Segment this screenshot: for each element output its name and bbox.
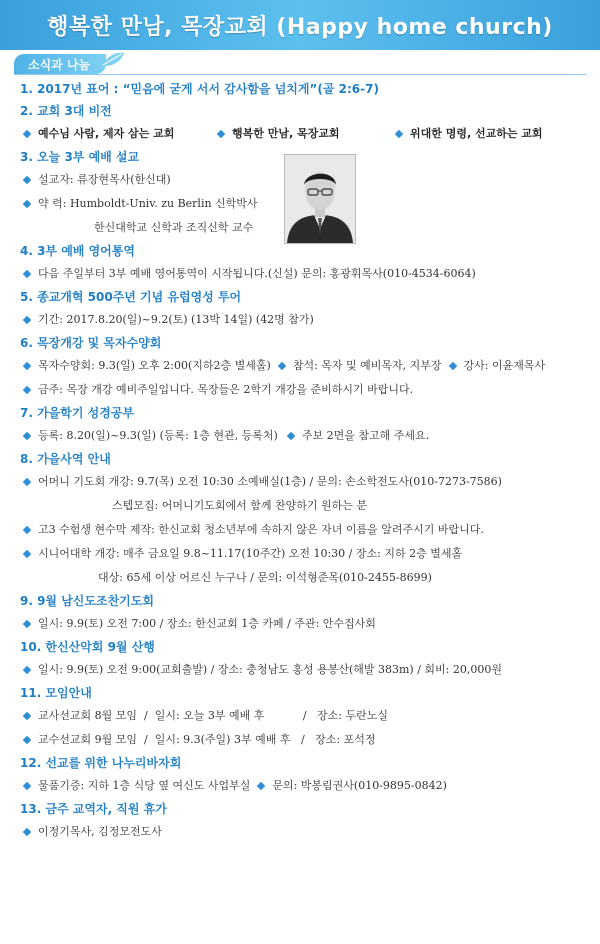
bullet-icon xyxy=(23,270,31,278)
section-heading: 9. 9월 남신도조찬기도회 xyxy=(20,594,154,608)
list-item-continued: 대상: 65세 이상 어르신 누구나 / 문의: 이석형준목(010-2455-8699) xyxy=(98,571,432,584)
list-item: 일시: 9.9(토) 오전 9:00(교회출발) / 장소: 충청남도 홍성 용봉산(해발 383m) / 회비: 20,000원 xyxy=(20,658,580,682)
bullet-icon xyxy=(23,386,31,394)
list-item: 이정기목사, 김정모전도사 xyxy=(20,820,580,844)
bullet-icon xyxy=(217,130,225,138)
vision-item: 행복한 만남, 목장교회 xyxy=(232,127,340,140)
section-6 xyxy=(20,332,580,402)
section-heading: 6. 목장개강 및 목자수양회 xyxy=(20,336,162,350)
bullet-icon xyxy=(23,828,31,836)
bullet-icon xyxy=(23,316,31,324)
announcements xyxy=(20,78,580,844)
vision-row xyxy=(20,122,580,146)
bullet-icon xyxy=(23,712,31,720)
bullet-icon xyxy=(278,362,286,370)
bullet-icon xyxy=(23,130,31,138)
section-2 xyxy=(20,100,580,146)
list-item: 설교자: 류장현목사(한신대) xyxy=(20,168,580,192)
divider xyxy=(14,74,586,75)
bullet-icon xyxy=(23,200,31,208)
section-3 xyxy=(20,146,580,240)
section-heading: 1. 2017년 표어 : “믿음에 굳게 서서 감사함을 넘치게”(골 2:6-7) xyxy=(20,82,379,96)
bullet-icon xyxy=(23,478,31,486)
bullet-icon xyxy=(287,432,295,440)
list-item: 약 력: Humboldt-Univ. zu Berlin 신학박사 xyxy=(20,192,580,216)
list-item-continued: 스텝모집: 어머니기도회에서 함께 찬양하기 원하는 분 xyxy=(112,499,367,512)
section-heading: 2. 교회 3대 비전 xyxy=(20,104,112,118)
bullet-icon xyxy=(448,362,456,370)
bullet-icon xyxy=(23,620,31,628)
section-tab xyxy=(14,54,106,74)
section-9 xyxy=(20,590,580,636)
list-item-continued: 한신대학교 신학과 조직신학 교수 xyxy=(94,221,254,234)
bullet-icon xyxy=(395,130,403,138)
leaf-icon xyxy=(100,50,126,70)
header-banner xyxy=(0,0,600,50)
list-item: 시니어대학 개강: 매주 금요일 9.8~11.17(10주간) 오전 10:30 / 장소: 지하 2층 별세홀 xyxy=(20,542,580,566)
section-heading: 7. 가을학기 성경공부 xyxy=(20,406,135,420)
page-title: 행복한 만남, 목장교회 (Happy home church) xyxy=(47,14,553,40)
list-item: 금주: 목장 개강 예비주일입니다. 목장들은 2학기 개강을 준비하시기 바랍니다. xyxy=(20,378,580,402)
bullet-icon xyxy=(23,550,31,558)
section-heading: 10. 한신산악회 9월 산행 xyxy=(20,640,155,654)
section-4 xyxy=(20,240,580,286)
section-heading: 5. 종교개혁 500주년 기념 유럽영성 투어 xyxy=(20,290,242,304)
section-10 xyxy=(20,636,580,682)
bullet-icon xyxy=(23,526,31,534)
list-item: 교사선교회 8월 모임 / 일시: 오늘 3부 예배 후 / 장소: 두란노실 xyxy=(20,704,580,728)
section-tab-label: 소식과 나눔 xyxy=(28,57,91,72)
list-item: 일시: 9.9(토) 오전 7:00 / 장소: 한신교회 1층 카페 / 주관: 안수집사회 xyxy=(20,612,580,636)
list-item: 교수선교회 9월 모임 / 일시: 9.3(주일) 3부 예배 후 / 장소: 포석정 xyxy=(20,728,580,752)
section-8 xyxy=(20,448,580,590)
section-13 xyxy=(20,798,580,844)
section-heading: 13. 금주 교역자, 직원 휴가 xyxy=(20,802,167,816)
section-heading: 8. 가을사역 안내 xyxy=(20,452,111,466)
list-item: 기간: 2017.8.20(일)~9.2(토) (13박 14일) (42명 참가) xyxy=(20,308,580,332)
bullet-icon xyxy=(23,736,31,744)
list-item: 등록: 8.20(일)~9.3(일) (등록: 1층 현관, 등록처) 주보 2면을 참고해 주세요. xyxy=(20,424,580,448)
vision-item: 위대한 명령, 선교하는 교회 xyxy=(410,127,543,140)
vision-item: 예수님 사람, 제자 삼는 교회 xyxy=(38,127,175,140)
list-item: 다음 주일부터 3부 예배 영어통역이 시작됩니다.(신설) 문의: 홍광휘목사(010-4534-6064) xyxy=(20,262,580,286)
section-heading: 4. 3부 예배 영어통역 xyxy=(20,244,135,258)
section-5 xyxy=(20,286,580,332)
bullet-icon xyxy=(23,666,31,674)
section-heading: 3. 오늘 3부 예배 설교 xyxy=(20,150,140,164)
section-12 xyxy=(20,752,580,798)
section-7 xyxy=(20,402,580,448)
section-1 xyxy=(20,78,580,100)
section-heading: 12. 선교를 위한 나누리바자회 xyxy=(20,756,182,770)
list-item: 목자수양회: 9.3(일) 오후 2:00(지하2층 별세홀) 참석: 목자 및 예비목자, 지부장 강사: 이윤재목사 xyxy=(20,354,580,378)
bullet-icon xyxy=(23,432,31,440)
section-11 xyxy=(20,682,580,752)
list-item: 고3 수험생 현수막 제작: 한신교회 청소년부에 속하지 않은 자녀 이름을 알려주시기 바랍니다. xyxy=(20,518,580,542)
bullet-icon xyxy=(23,362,31,370)
section-heading: 11. 모임안내 xyxy=(20,686,92,700)
bullet-icon xyxy=(257,782,265,790)
list-item: 물품기증: 지하 1층 식당 옆 여신도 사업부실 문의: 박봉림권사(010-9895-0842) xyxy=(20,774,580,798)
bullet-icon xyxy=(23,176,31,184)
list-item: 어머니 기도회 개강: 9.7(목) 오전 10:30 소예배실(1층) / 문의: 손소학전도사(010-7273-7586) xyxy=(20,470,580,494)
bullet-icon xyxy=(23,782,31,790)
